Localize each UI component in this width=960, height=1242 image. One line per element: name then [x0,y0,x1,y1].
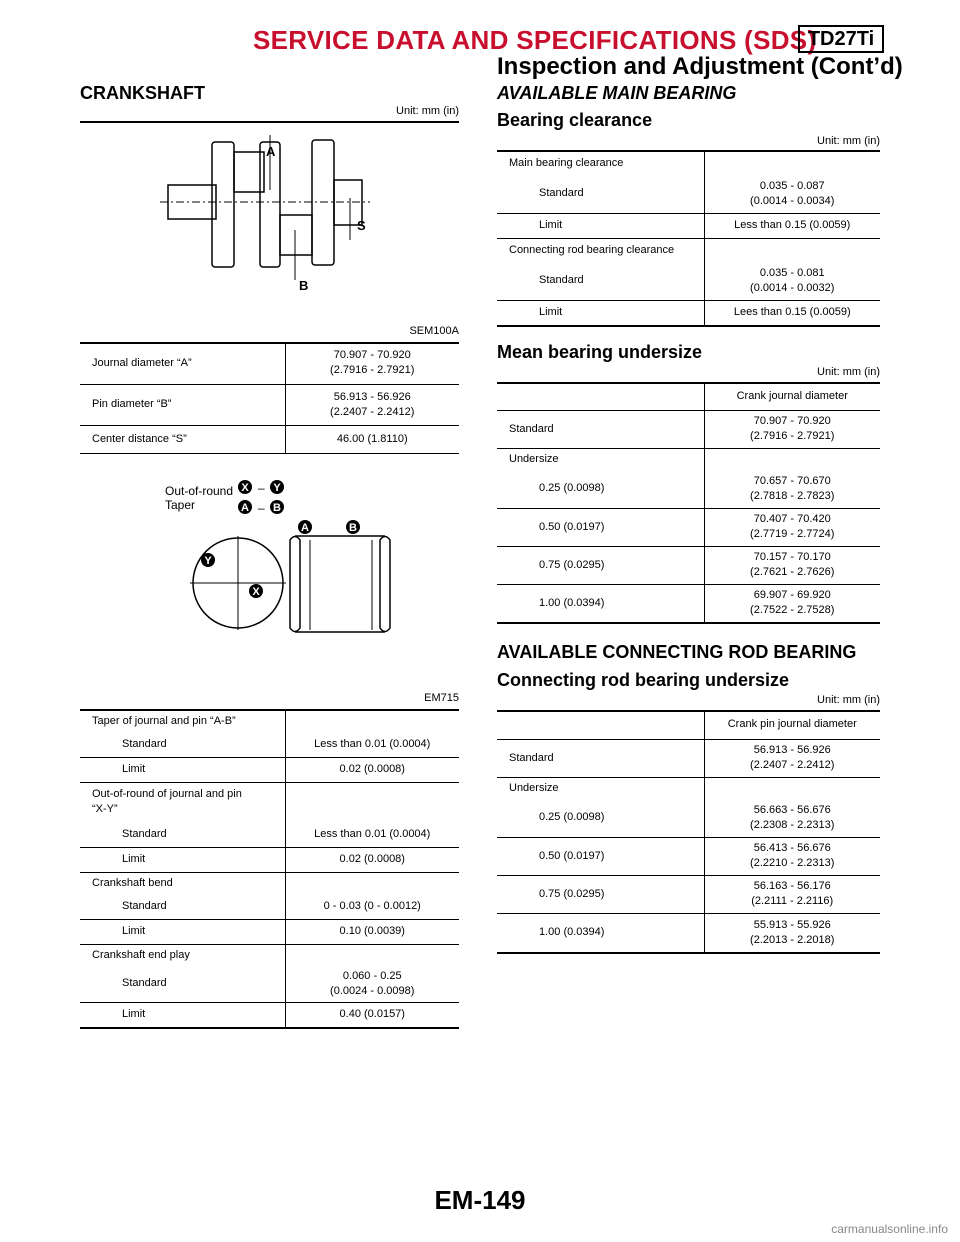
mean-undersize-table [497,383,880,624]
fig1-label-s: S [357,218,366,233]
spec-value: 0.02 (0.0008) [285,847,459,872]
spec-group-label: Out-of-round of journal and pin “X-Y” [80,782,285,822]
header-subtitle: Inspection and Adjustment (Cont’d) [497,53,903,80]
clearance-value: 0.035 - 0.087 (0.0014 - 0.0034) [704,175,880,213]
clearance-value: Less than 0.15 (0.0059) [704,213,880,238]
size-label: 0.50 (0.0197) [497,837,704,875]
clearance-value: 0.035 - 0.081 (0.0014 - 0.0032) [704,262,880,300]
spec-value: Less than 0.01 (0.0004) [285,732,459,757]
bearing-clearance-table [497,151,880,327]
clearance-label: Standard [497,262,704,300]
table-row [497,383,880,410]
diameter-value: 70.407 - 70.420 (2.7719 - 2.7724) [704,508,880,546]
spec-label: Standard [80,732,285,757]
undersize-group-label: Undersize [497,448,704,470]
size-label: 0.25 (0.0098) [497,470,704,508]
rod-bearing-title: AVAILABLE CONNECTING ROD BEARING [497,642,857,662]
fig1-caption: SEM100A [409,325,459,337]
table-row [80,425,459,453]
table-row [80,757,459,782]
table-row [80,732,459,757]
crankshaft-figure [150,130,380,300]
diameter-value: 56.913 - 56.926 (2.2407 - 2.2412) [704,739,880,777]
diameter-value: 55.913 - 55.926 (2.2013 - 2.2018) [704,913,880,953]
clearance-group-label: Connecting rod bearing clearance [497,238,704,262]
dim-label: Journal diameter “A” [80,343,285,384]
size-label: 0.50 (0.0197) [497,508,704,546]
table-row [80,822,459,847]
dim-value: 70.907 - 70.920 (2.7916 - 2.7921) [285,343,459,384]
spec-value: 0 - 0.03 (0 - 0.0012) [285,894,459,919]
size-label: 1.00 (0.0394) [497,584,704,623]
fig2-oor-label: Out-of-round [165,484,234,498]
dim-label: Pin diameter “B” [80,384,285,425]
table-row [80,966,459,1002]
fig2-taper-label: Taper [165,498,196,512]
fig2-y-top: Y [273,482,281,494]
fig2-caption: EM715 [424,692,459,704]
spec-label: Limit [80,919,285,944]
dim-label: Center distance “S” [80,425,285,453]
spec-label: Standard [80,822,285,847]
table-row [497,546,880,584]
undersize-group-label: Undersize [497,777,704,799]
size-label: 1.00 (0.0394) [497,913,704,953]
table-row [497,837,880,875]
spec-group-label: Crankshaft bend [80,872,285,894]
crankshaft-unit: Unit: mm (in) [396,105,459,117]
spec-value: 0.10 (0.0039) [285,919,459,944]
page-number: EM-149 [434,1185,526,1215]
table-row [80,894,459,919]
table-row [497,300,880,326]
diameter-value: 70.157 - 70.170 (2.7621 - 2.7626) [704,546,880,584]
table-row [497,875,880,913]
table-row [80,1002,459,1028]
diameter-value: 69.907 - 69.920 (2.7522 - 2.7528) [704,584,880,623]
rod-undersize-title: Connecting rod bearing undersize [497,670,790,690]
clearance-label: Limit [497,300,704,326]
table-row [80,384,459,425]
fig2-x-top: X [241,482,249,494]
column-header: Crank journal diameter [704,383,880,410]
table-row [80,847,459,872]
spec-value: 0.060 - 0.25 (0.0024 - 0.0098) [285,966,459,1002]
table-row [497,470,880,508]
fig2-a-side: A [301,522,309,534]
crankshaft-specs-table [80,710,459,1029]
dim-value: 56.913 - 56.926 (2.2407 - 2.2412) [285,384,459,425]
bearing-clearance-title: Bearing clearance [497,110,653,130]
clearance-group-label: Main bearing clearance [497,151,704,175]
out-of-round-figure [150,470,400,670]
model-badge: TD27Ti [798,25,884,53]
fig2-minus-1: – [258,481,265,495]
diameter-value: 56.163 - 56.176 (2.2111 - 2.2116) [704,875,880,913]
table-row [497,175,880,213]
diameter-value: 70.657 - 70.670 (2.7818 - 2.7823) [704,470,880,508]
main-bearing-title: AVAILABLE MAIN BEARING [497,83,737,103]
mean-undersize-title: Mean bearing undersize [497,342,703,362]
spec-label: Limit [80,1002,285,1028]
table-row [497,410,880,448]
fig1-label-b: B [299,278,309,293]
table-row [497,799,880,837]
diameter-value: 56.413 - 56.676 (2.2210 - 2.2313) [704,837,880,875]
clearance-unit: Unit: mm (in) [817,135,880,147]
fig2-a-top: A [241,502,249,514]
spec-value: 0.02 (0.0008) [285,757,459,782]
rod-undersize-table [497,711,880,954]
rod-undersize-unit: Unit: mm (in) [817,694,880,706]
table-row [497,739,880,777]
size-label: 0.75 (0.0295) [497,546,704,584]
header-title: SERVICE DATA AND SPECIFICATIONS (SDS) [253,25,817,55]
dim-value: 46.00 (1.8110) [285,425,459,453]
spec-value: 0.40 (0.0157) [285,1002,459,1028]
fig2-b-top: B [273,502,281,514]
table-row [497,584,880,623]
diameter-value: 56.663 - 56.676 (2.2308 - 2.2313) [704,799,880,837]
clearance-label: Limit [497,213,704,238]
fig1-label-a: A [266,144,276,159]
size-label: Standard [497,410,704,448]
table-row [80,343,459,384]
table-row [497,913,880,953]
table-row [497,213,880,238]
column-header: Crank pin journal diameter [704,711,880,739]
clearance-label: Standard [497,175,704,213]
spec-group-label: Taper of journal and pin “A-B” [80,710,285,732]
fig2-minus-2: – [258,501,265,515]
table-row [497,262,880,300]
size-label: 0.75 (0.0295) [497,875,704,913]
diameter-value: 70.907 - 70.920 (2.7916 - 2.7921) [704,410,880,448]
crankshaft-title: CRANKSHAFT [80,83,205,103]
mean-undersize-unit: Unit: mm (in) [817,366,880,378]
fig2-y-circle: Y [204,555,212,567]
size-label: Standard [497,739,704,777]
spec-label: Standard [80,894,285,919]
spec-label: Standard [80,966,285,1002]
table-row [497,508,880,546]
table-row [80,919,459,944]
size-label: 0.25 (0.0098) [497,799,704,837]
crankshaft-dims-table [80,343,459,454]
spec-label: Limit [80,847,285,872]
spec-value: Less than 0.01 (0.0004) [285,822,459,847]
spec-label: Limit [80,757,285,782]
watermark: carmanualsonline.info [831,1222,948,1236]
fig2-b-side: B [349,522,357,534]
spec-group-label: Crankshaft end play [80,944,285,966]
clearance-value: Lees than 0.15 (0.0059) [704,300,880,326]
crankshaft-rule [80,121,459,123]
fig2-x-circle: X [252,586,260,598]
table-row [497,711,880,739]
